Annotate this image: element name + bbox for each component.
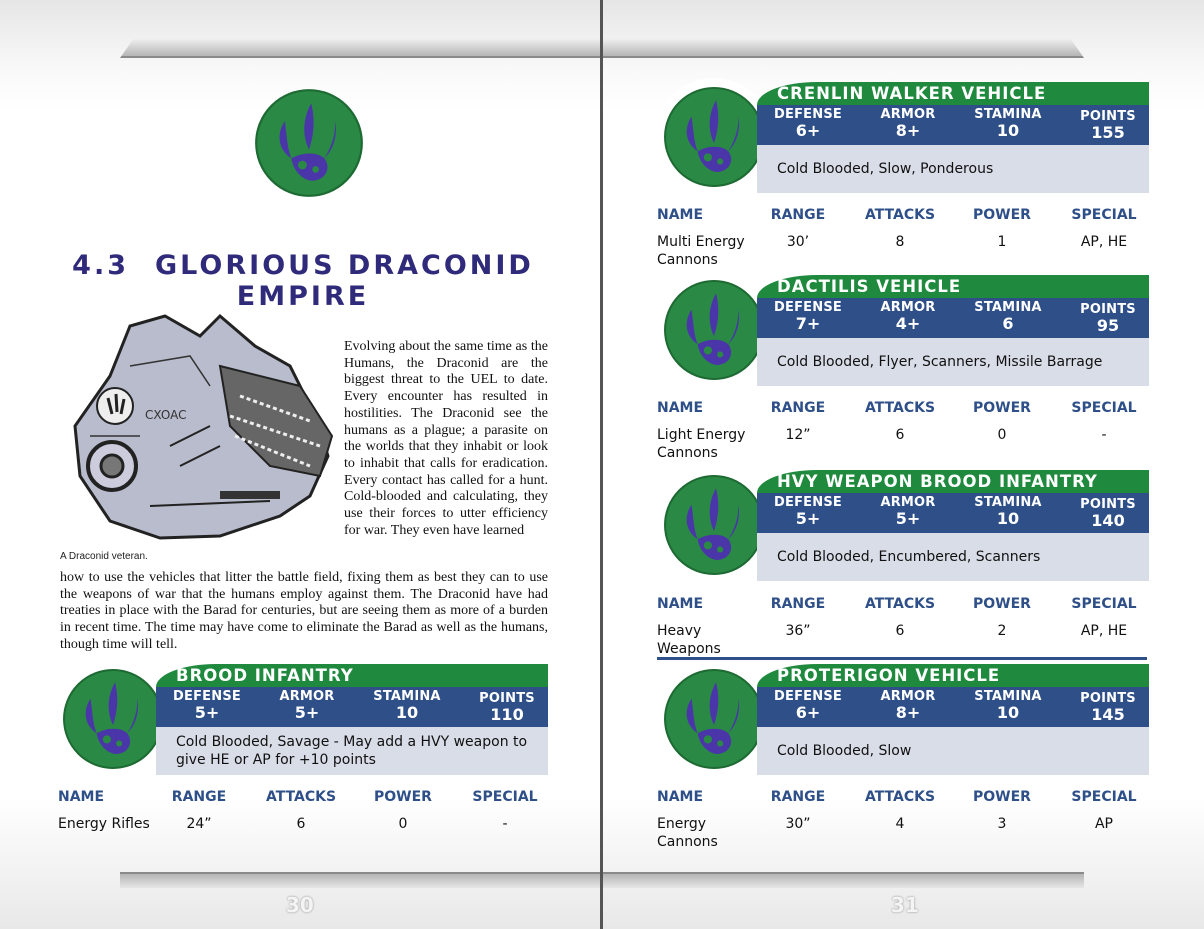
stat-points: POINTS 155	[1080, 109, 1136, 142]
unit-description: Cold Blooded, Flyer, Scanners, Missile Barrage	[777, 354, 1103, 370]
stat-points: POINTS 145	[1080, 691, 1136, 724]
weapon-row: Light Energy Cannons 12” 6 0 -	[657, 427, 1107, 461]
chapter-title	[58, 250, 548, 312]
unit-card-dactilis	[659, 275, 1149, 387]
weapon-row: Heavy Weapons 36” 6 2 AP, HE	[657, 623, 1128, 657]
unit-card-hvy-weapon-brood-infantry	[659, 470, 1149, 582]
unit-description: Cold Blooded, Slow	[777, 743, 912, 759]
stat-armor: ARMOR 5+	[880, 495, 936, 528]
claw-icon	[663, 474, 765, 576]
weapon-table	[657, 596, 1147, 657]
chapter-title-line1: GLORIOUS DRACONID	[155, 250, 534, 281]
unit-card-brood-infantry	[58, 664, 548, 776]
stat-defense: DEFENSE 5+	[774, 495, 842, 528]
weapon-row: Energy Cannons 30” 4 3 AP	[657, 816, 1114, 850]
chapter-title-line2: EMPIRE	[236, 281, 370, 312]
page-number: 31	[891, 893, 919, 917]
stat-stamina: STAMINA 10	[373, 689, 441, 722]
stat-points: POINTS 140	[1080, 497, 1136, 530]
unit-name: CRENLIN WALKER VEHICLE	[777, 84, 1047, 103]
claw-icon	[663, 279, 765, 381]
claw-icon	[62, 668, 164, 770]
weapon-table-header: NAME RANGE ATTACKS POWER SPECIAL	[657, 789, 1137, 805]
unit-card-proterigon	[659, 664, 1149, 776]
svg-text:CXOAC: CXOAC	[145, 408, 187, 422]
weapon-table	[657, 789, 1147, 850]
stat-stamina: STAMINA 6	[974, 300, 1042, 333]
bottom-frame-bar	[120, 872, 601, 888]
right-page	[603, 0, 1204, 929]
left-page	[0, 0, 601, 929]
page-number: 30	[286, 893, 314, 917]
stat-stamina: STAMINA 10	[974, 689, 1042, 722]
weapon-row: Energy Rifles 24” 6 0 -	[58, 816, 508, 832]
bottom-frame-bar	[603, 872, 1084, 888]
stat-armor: ARMOR 8+	[880, 107, 936, 140]
draconid-claw-emblem-icon	[254, 88, 364, 198]
stat-stamina: STAMINA 10	[974, 495, 1042, 528]
unit-card-crenlin-walker	[659, 82, 1149, 194]
unit-name: HVY WEAPON BROOD INFANTRY	[777, 472, 1098, 491]
weapon-table	[657, 400, 1147, 461]
unit-description: Cold Blooded, Savage - May add a HVY weapon to give HE or AP for +10 points	[176, 734, 528, 768]
unit-name: BROOD INFANTRY	[176, 666, 354, 685]
weapon-table-header: NAME RANGE ATTACKS POWER SPECIAL	[657, 207, 1137, 223]
body-text-full: how to use the vehicles that litter the battle field, fixing them as best they can to use the weapons of war that the humans employ against them. The Draconid have had treaties in place with the Barad for centuries, but are seeing them as more of a burden in recent time. The time may have come to eliminate the Barad as well as the humans, though time will tell.	[60, 570, 548, 652]
stat-defense: DEFENSE 5+	[173, 689, 241, 722]
stat-armor: ARMOR 4+	[880, 300, 936, 333]
claw-icon	[663, 86, 765, 188]
unit-name: DACTILIS VEHICLE	[777, 277, 962, 296]
weapon-table-header: NAME RANGE ATTACKS POWER SPECIAL	[657, 596, 1137, 612]
weapon-table	[58, 789, 548, 832]
top-frame-bar	[603, 38, 1084, 58]
image-caption: A Draconid veteran.	[60, 551, 148, 562]
draconid-veteran-illustration	[70, 306, 340, 551]
weapon-table-header: NAME RANGE ATTACKS POWER SPECIAL	[58, 789, 538, 805]
stat-stamina: STAMINA 10	[974, 107, 1042, 140]
weapon-row: Multi Energy Cannons 30’ 8 1 AP, HE	[657, 234, 1128, 268]
weapon-table-header: NAME RANGE ATTACKS POWER SPECIAL	[657, 400, 1137, 416]
claw-icon	[663, 668, 765, 770]
stat-armor: ARMOR 8+	[880, 689, 936, 722]
stat-points: POINTS 95	[1080, 302, 1136, 335]
unit-description: Cold Blooded, Encumbered, Scanners	[777, 549, 1041, 565]
section-divider	[657, 657, 1147, 660]
top-frame-bar	[120, 38, 601, 58]
body-text-column: Evolving about the same time as the Humans, the Draconid are the biggest threat to the UEL to date. Every encounter has resulted in hostilities. The Draconid see the humans as a plague; a parasite on the worlds that they inhabit or look to inhabit that calls for eradication. Every contact has called for a hunt. Cold-blooded and calculating, they use their forces to utter efficiency for war. They even have learned	[344, 339, 548, 538]
stat-armor: ARMOR 5+	[279, 689, 335, 722]
stat-defense: DEFENSE 6+	[774, 689, 842, 722]
weapon-table	[657, 207, 1147, 268]
unit-description: Cold Blooded, Slow, Ponderous	[777, 161, 994, 177]
unit-name: PROTERIGON VEHICLE	[777, 666, 1001, 685]
stat-points: POINTS 110	[479, 691, 535, 724]
chapter-number: 4.3	[72, 250, 129, 281]
stat-defense: DEFENSE 6+	[774, 107, 842, 140]
stat-defense: DEFENSE 7+	[774, 300, 842, 333]
